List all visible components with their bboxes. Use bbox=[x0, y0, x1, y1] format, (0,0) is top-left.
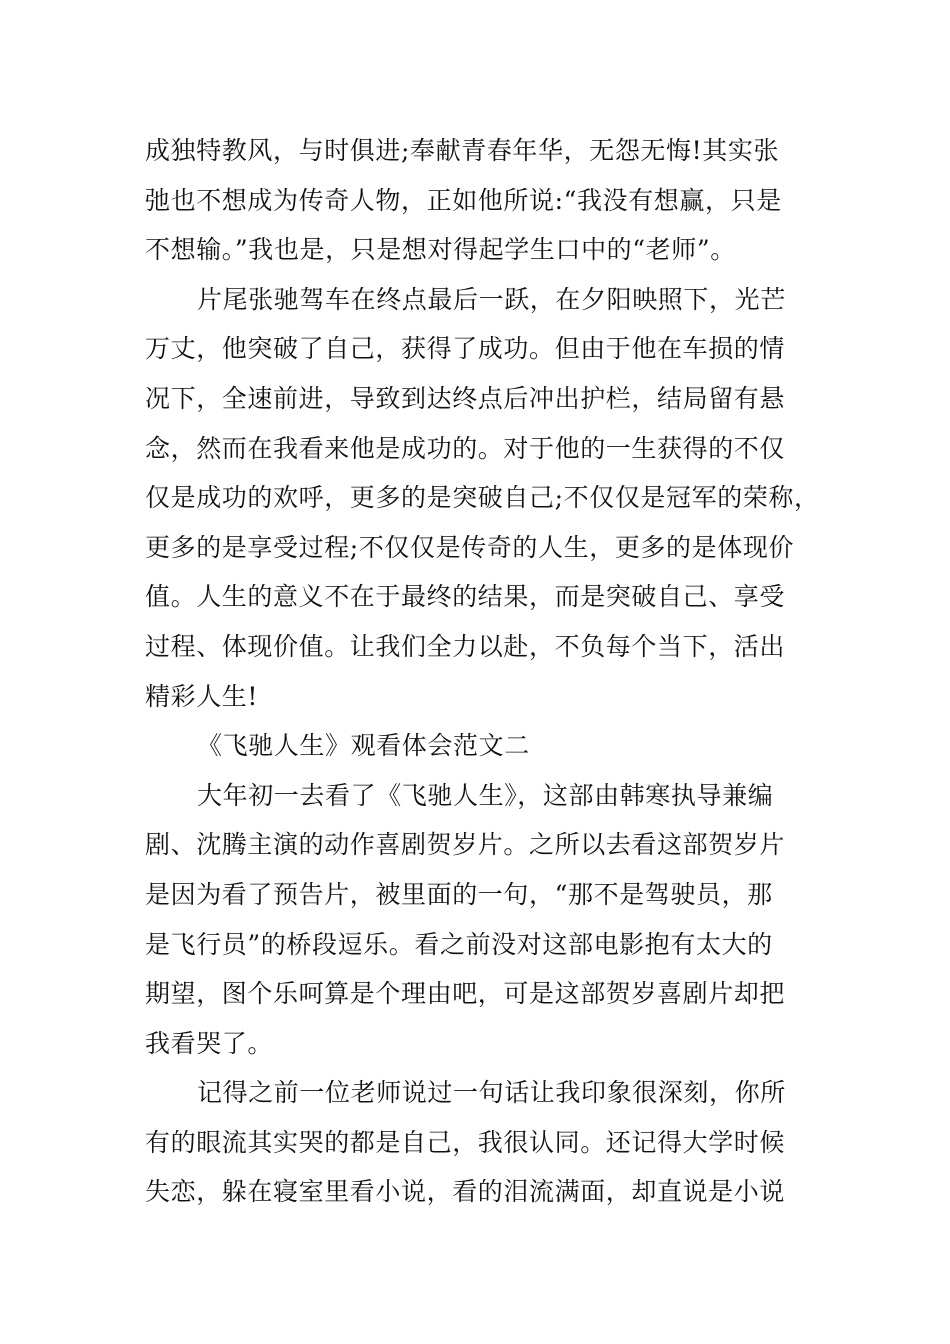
text-line: 成独特教风，与时俱进;奉献青春年华，无怨无悔!其实张 bbox=[145, 136, 780, 165]
text-line: 我看哭了。 bbox=[145, 1028, 274, 1058]
text-line: 片尾张驰驾车在终点最后一跃，在夕阳映照下，光芒 bbox=[197, 284, 786, 314]
text-line: 念，然而在我看来他是成功的。对于他的一生获得的不仅 bbox=[145, 433, 786, 463]
text-line: 有的眼流其实哭的都是自己，我很认同。还记得大学时候 bbox=[145, 1127, 786, 1157]
text-line: 万丈，他突破了自己，获得了成功。但由于他在车损的情 bbox=[145, 334, 786, 364]
text-line: 过程、体现价值。让我们全力以赴，不负每个当下，活出 bbox=[145, 631, 786, 661]
text-line: 是因为看了预告片，被里面的一句，“那不是驾驶员，那 bbox=[145, 879, 773, 909]
section-heading: 《飞驰人生》观看体会范文二 bbox=[197, 731, 530, 761]
text-line: 记得之前一位老师说过一句话让我印象很深刻，你所 bbox=[197, 1078, 786, 1108]
text-line: 值。人生的意义不在于最终的结果，而是突破自己、享受 bbox=[145, 582, 786, 612]
text-line: 弛也不想成为传奇人物，正如他所说:“我没有想赢，只是 bbox=[145, 185, 782, 215]
document-body bbox=[145, 126, 825, 1217]
text-line: 更多的是享受过程;不仅仅是传奇的人生，更多的是体现价 bbox=[145, 532, 795, 562]
text-line: 不想输。”我也是，只是想对得起学生口中的“老师”。 bbox=[145, 235, 736, 265]
text-line: 是飞行员”的桥段逗乐。看之前没对这部电影抱有太大的 bbox=[145, 929, 773, 959]
text-line: 况下，全速前进，导致到达终点后冲出护栏，结局留有悬 bbox=[145, 383, 786, 413]
text-line: 失恋，躲在寝室里看小说，看的泪流满面，却直说是小说 bbox=[145, 1177, 786, 1207]
text-line: 精彩人生! bbox=[145, 681, 259, 711]
text-line: 剧、沈腾主演的动作喜剧贺岁片。之所以去看这部贺岁片 bbox=[145, 830, 786, 860]
text-line: 大年初一去看了《飞驰人生》，这部由韩寒执导兼编 bbox=[197, 780, 774, 810]
text-line: 仅是成功的欢呼，更多的是突破自己;不仅仅是冠军的荣称， bbox=[145, 483, 820, 513]
text-line: 期望，图个乐呵算是个理由吧，可是这部贺岁喜剧片却把 bbox=[145, 979, 786, 1009]
